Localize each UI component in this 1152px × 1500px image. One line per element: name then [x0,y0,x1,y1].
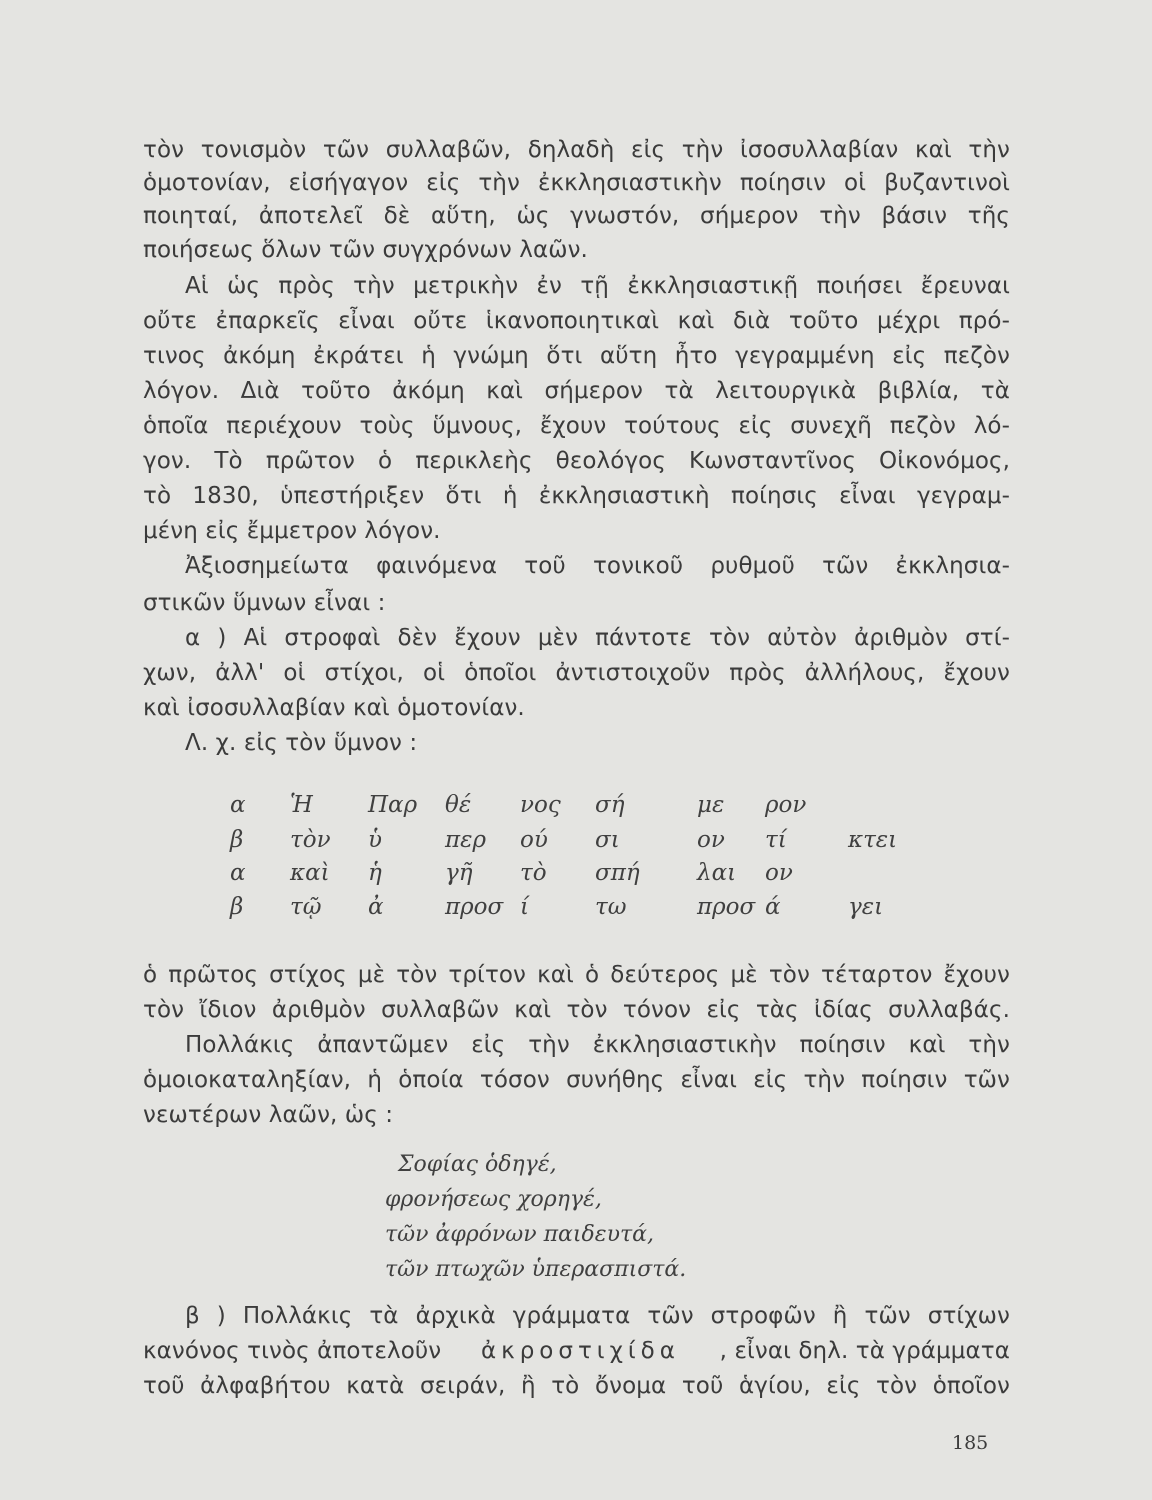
text-line: τὸν τονισμὸν τῶν συλλαβῶν, δηλαδὴ εἰς τὴν ἰσοσυλλαβίαν καὶ τὴν [143,137,1010,163]
text-line: οὔτε ἐπαρκεῖς εἶναι οὔτε ἱκανοποιητικαὶ καὶ διὰ τοῦτο μέχρι πρό- [143,308,1010,334]
hymn-syllable: περ [445,827,486,853]
hymn-syllable: γῆ [445,860,473,886]
hymn-syllable: Παρ [368,792,418,818]
hymn-syllable: τῷ [290,894,322,920]
hymn-syllable: α [230,860,246,886]
hymn-syllable: λαι [697,860,737,886]
hymn-syllable: νος [520,792,561,818]
hymn-syllable: ἡ [368,860,382,886]
hymn-syllable: σπή [595,860,640,886]
hymn-syllable: με [697,792,725,818]
hymn-syllable: α [230,792,246,818]
hymn-syllable: ον [765,860,793,886]
hymn-syllable: ού [520,827,548,853]
text-line [143,1333,1010,1369]
hymn-syllable: β [230,827,244,853]
hymn-syllable: τω [595,894,627,920]
text-line: ὁμοτονίαν, εἰσήγαγον εἰς τὴν ἐκκλησιαστικὴν ποίησιν οἱ βυζαντινοὶ [143,170,1010,196]
poem-line: Σοφίας ὁδηγέ, [398,1152,557,1177]
hymn-syllable: ον [697,827,725,853]
text-line: Πολλάκις ἀπαντῶμεν εἰς τὴν ἐκκλησιαστικὴν ποίησιν καὶ τὴν [185,1032,1010,1058]
hymn-syllable: θέ [445,792,472,818]
text-segment: , εἶναι δηλ. τὰ γράμματα [719,1338,1010,1364]
text-line: τοῦ ἀλφαβήτου κατὰ σειράν, ἢ τὸ ὄνομα τοῦ ἁγίου, εἰς τὸν ὁποῖον [143,1373,1010,1399]
spaced-term: ἀκροστιχίδα [480,1338,680,1364]
hymn-syllable: κτει [848,827,898,853]
text-line: ὁμοιοκαταληξίαν, ἡ ὁποία τόσον συνήθης εἶναι εἰς τὴν ποίησιν τῶν [143,1067,1010,1093]
poem-line: τῶν πτωχῶν ὑπερασπιστά. [385,1257,687,1282]
text-line: ποιήσεως ὅλων τῶν συγχρόνων λαῶν. [143,237,588,263]
hymn-syllable: τὸν [290,827,331,853]
text-line: Αἱ ὡς πρὸς τὴν μετρικὴν ἐν τῇ ἐκκλησιαστικῇ ποιήσει ἔρευναι [185,273,1010,299]
text-line: Λ. χ. εἰς τὸν ὕμνον : [185,730,418,756]
hymn-syllable: προσ [697,894,756,920]
text-line: ὁποῖα περιέχουν τοὺς ὕμνους, ἔχουν τούτους εἰς συνεχῆ πεζὸν λό- [143,413,1010,439]
hymn-syllable: ί [520,894,530,920]
page-number: 185 [952,1432,989,1454]
text-line: γον. Τὸ πρῶτον ὁ περικλεὴς θεολόγος Κωνσταντῖνος Οἰκονόμος, [143,448,1010,474]
text-line: ὁ πρῶτος στίχος μὲ τὸν τρίτον καὶ ὁ δεύτερος μὲ τὸν τέταρτον ἔχουν [143,962,1010,988]
hymn-syllable: β [230,894,244,920]
text-line: μένη εἰς ἔμμετρον λόγον. [143,518,441,544]
hymn-syllable: τὸ [520,860,547,886]
hymn-syllable: καὶ [290,860,330,886]
text-line: α ) Αἱ στροφαὶ δὲν ἔχουν μὲν πάντοτε τὸν αὐτὸν ἀριθμὸν στί- [185,625,1010,651]
poem-line: φρονήσεως χορηγέ, [385,1187,602,1212]
hymn-syllable: σι [595,827,620,853]
text-line: τὸν ἴδιον ἀριθμὸν συλλαβῶν καὶ τὸν τόνον εἰς τὰς ἰδίας συλλαβάς. [143,997,1010,1023]
hymn-syllable: ἀ [368,894,384,920]
hymn-syllable: γει [848,894,884,920]
text-line: τὸ 1830, ὑπεστήριξεν ὅτι ἡ ἐκκλησιαστικὴ ποίησις εἶναι γεγραμ- [143,483,1010,509]
text-line: τινος ἀκόμη ἐκράτει ἡ γνώμη ὅτι αὕτη ἦτο γεγραμμένη εἰς πεζὸν [143,343,1010,369]
hymn-syllable: ρον [765,792,807,818]
hymn-syllable: ά [765,894,781,920]
poem-line: τῶν ἀφρόνων παιδευτά, [385,1222,654,1247]
hymn-syllable: ὑ [368,827,382,853]
text-line: ποιηταί, ἀποτελεῖ δὲ αὕτη, ὡς γνωστόν, σήμερον τὴν βάσιν τῆς [143,203,1010,229]
hymn-syllable: προσ [445,894,504,920]
hymn-syllable: Ἡ [290,792,313,818]
text-line: λόγον. Διὰ τοῦτο ἀκόμη καὶ σήμερον τὰ λειτουργικὰ βιβλία, τὰ [143,378,1010,404]
text-line: χων, ἀλλ' οἱ στίχοι, οἱ ὁποῖοι ἀντιστοιχοῦν πρὸς ἀλλήλους, ἔχουν [143,660,1010,686]
text-segment: κανόνος τινὸς ἀποτελοῦν [143,1338,442,1364]
hymn-syllable: σή [595,792,625,818]
text-line: καὶ ἰσοσυλλαβίαν καὶ ὁμοτονίαν. [143,695,525,721]
text-line: στικῶν ὕμνων εἶναι : [143,590,386,616]
text-line: β ) Πολλάκις τὰ ἀρχικὰ γράμματα τῶν στροφῶν ἢ τῶν στίχων [185,1303,1010,1329]
text-line: Ἀξιοσημείωτα φαινόμενα τοῦ τονικοῦ ρυθμοῦ τῶν ἐκκλησια- [185,553,1010,579]
text-line: νεωτέρων λαῶν, ὡς : [143,1102,394,1128]
hymn-syllable: τί [765,827,787,853]
